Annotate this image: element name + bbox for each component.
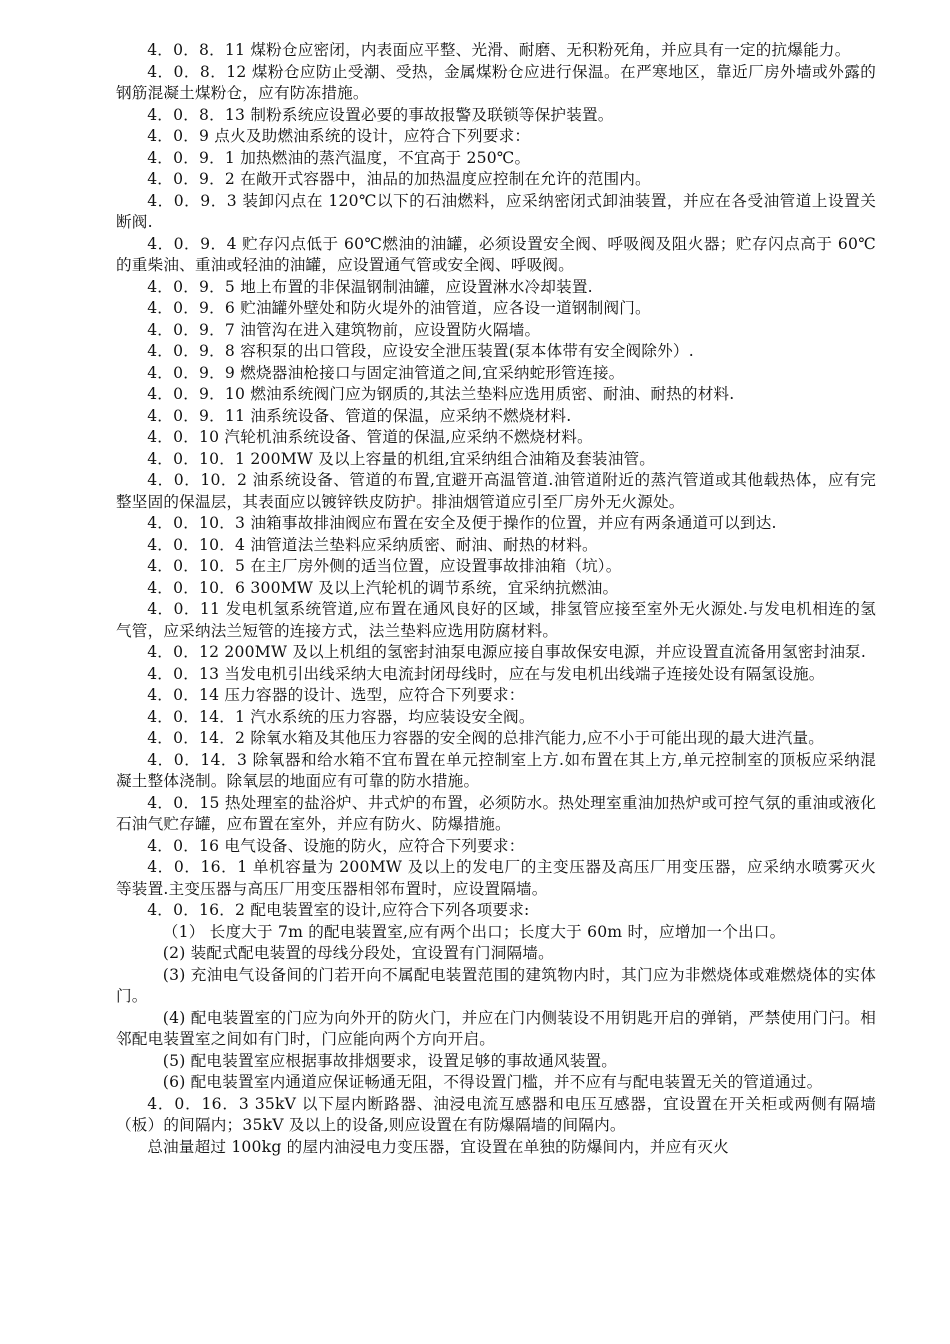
clause-paragraph: 4．0．9．10 燃油系统阀门应为钢质的,其法兰垫料应选用质密、耐油、耐热的材料.	[147, 385, 735, 403]
clause-paragraph: 4．0．9．5 地上布置的非保温钢制油罐，应设置淋水冷却装置.	[147, 277, 593, 296]
sub-item-paragraph: （1） 长度大于 7m 的配电装置室,应有两个出口；长度大于 60m 时，应增加一个出口。	[162, 922, 786, 941]
clause-paragraph: 4．0．9．3 装卸闪点在 120℃以下的石油燃料，应采纳密闭式卸油装置，并应在各受油管道上设置关断阀.	[116, 191, 876, 231]
sub-item-paragraph: (6) 配电装置室内通道应保证畅通无阻，不得设置门槛，并不应有与配电装置无关的管道通过。	[162, 1073, 823, 1091]
clause-paragraph: 4．0．16．3 35kV 以下屋内断路器、油浸电流互感器和电压互感器，宜设置在开关柜或两侧有隔墙（板）的间隔内；35kV 及以上的设备,则应设置在有防爆隔墙的间隔内。	[116, 1094, 876, 1134]
sub-item-paragraph: (3) 充油电气设备间的门若开向不属配电装置范围的建筑物内时，其门应为非燃烧体或难燃烧体的实体门。	[116, 965, 876, 1005]
sub-item-paragraph: (2) 装配式配电装置的母线分段处，宜设置有门洞隔墙。	[162, 944, 554, 962]
clause-paragraph: 4．0．9．4 贮存闪点低于 60℃燃油的油罐，必须设置安全阀、呼吸阀及阻火器；贮存闪点高于 60℃的重柴油、重油或轻油的油罐，应设置通气管或安全阀、呼吸阀。	[116, 234, 876, 274]
clause-paragraph: 4．0．9．8 容积泵的出口管段，应设安全泄压装置(泵本体带有安全阀除外）.	[147, 342, 694, 360]
sub-item-paragraph: (5) 配电装置室应根据事故排烟要求，设置足够的事故通风装置。	[162, 1051, 618, 1070]
clause-paragraph: 4．0．10．3 油箱事故排油阀应布置在安全及便于操作的位置，并应有两条通道可以到达.	[147, 514, 777, 532]
clause-paragraph: 4．0．9．6 贮油罐外壁处和防火堤外的油管道，应各设一道钢制阀门。	[147, 299, 651, 317]
clause-paragraph: 4．0．10．4 油管道法兰垫料应采纳质密、耐油、耐热的材料。	[147, 535, 598, 554]
clause-paragraph: 4．0．8．11 煤粉仓应密闭，内表面应平整、光滑、耐磨、无积粉死角，并应具有一定的抗爆能力。	[147, 41, 851, 59]
clause-paragraph: 4．0．9．11 油系统设备、管道的保温，应采纳不燃烧材料.	[147, 406, 572, 425]
clause-paragraph: 4．0．16．1 单机容量为 200MW 及以上的发电厂的主变压器及高压厂用变压器，应采纳水喷雾灭火等装置.主变压器与高压厂用变压器相邻布置时，应设置隔墙。	[116, 858, 876, 898]
clause-paragraph: 4．0．15 热处理室的盐浴炉、井式炉的布置，必须防水。热处理室重油加热炉或可控气氛的重油或液化石油气贮存罐，应布置在室外，并应有防火、防爆措施。	[116, 793, 876, 833]
clause-paragraph: 4．0．12 200MW 及以上机组的氢密封油泵电源应接自事故保安电源，并应设置直流备用氢密封油泵.	[147, 643, 867, 661]
clause-paragraph: 4．0．10．2 油系统设备、管道的布置,宜避开高温管道.油管道附近的蒸汽管道或其他载热体，应有完整坚固的保温层，其表面应以镀锌铁皮防护。排油烟管道应引至厂房外无火源处。	[116, 471, 876, 511]
clause-paragraph: 4．0．10．1 200MW 及以上容量的机组,宜采纳组合油箱及套装油管。	[147, 449, 656, 468]
sub-item-paragraph: (4) 配电装置室的门应为向外开的防火门，并应在门内侧装设不用钥匙开启的弹销，严禁使用门闩。相邻配电装置室之间如有门时，门应能向两个方向开启。	[116, 1008, 876, 1048]
clause-paragraph: 4．0．16 电气设备、设施的防火，应符合下列要求：	[147, 836, 525, 855]
clause-paragraph: 4．0．13 当发电机引出线采纳大电流封闭母线时，应在与发电机出线端子连接处设有隔氢设施。	[147, 664, 825, 683]
clause-paragraph: 4．0．10．5 在主厂房外侧的适当位置，应设置事故排油箱（坑）。	[147, 557, 622, 575]
clause-paragraph: 4．0．14．2 除氧水箱及其他压力容器的安全阀的总排汽能力,应不小于可能出现的最大进汽量。	[147, 729, 825, 747]
clause-paragraph: 4．0．16．2 配电装置室的设计,应符合下列各项要求:	[147, 901, 530, 919]
document-page	[116, 40, 876, 1158]
clause-paragraph: 4．0．14．1 汽水系统的压力容器，均应装设安全阀。	[147, 707, 535, 726]
clause-paragraph: 4．0．14．3 除氧器和给水箱不宜布置在单元控制室上方.如布置在其上方,单元控制室的顶板应采纳混凝土整体浇制。除氧层的地面应有可靠的防水措施。	[116, 750, 876, 790]
clause-paragraph: 4．0．9．9 燃烧器油枪接口与固定油管道之间,宜采纳蛇形管连接。	[147, 363, 625, 382]
clause-paragraph: 4．0．10 汽轮机油系统设备、管道的保温,应采纳不燃烧材料。	[147, 428, 593, 446]
clause-paragraph: 总油量超过 100kg 的屋内油浸电力变压器，宜设置在单独的防爆间内，并应有灭火	[147, 1137, 729, 1156]
clause-paragraph: 4．0．14 压力容器的设计、选型，应符合下列要求：	[147, 686, 525, 704]
clause-paragraph: 4．0．9．1 加热燃油的蒸汽温度，不宜高于 250℃。	[147, 148, 531, 167]
clause-paragraph: 4．0．9 点火及助燃油系统的设计，应符合下列要求：	[147, 127, 531, 145]
clause-paragraph: 4．0．10．6 300MW 及以上汽轮机的调节系统，宜采纳抗燃油。	[147, 578, 619, 597]
clause-paragraph: 4．0．8．12 煤粉仓应防止受潮、受热，金属煤粉仓应进行保温。在严寒地区，靠近厂房外墙或外露的钢筋混凝土煤粉仓，应有防冻措施。	[116, 62, 876, 102]
clause-paragraph: 4．0．9．7 油管沟在进入建筑物前，应设置防火隔墙。	[147, 320, 541, 339]
clause-paragraph: 4．0．8．13 制粉系统应设置必要的事故报警及联锁等保护装置。	[147, 105, 614, 124]
clause-paragraph: 4．0．9．2 在敞开式容器中，油品的加热温度应控制在允许的范围内。	[147, 170, 651, 188]
clause-paragraph: 4．0．11 发电机氢系统管道,应布置在通风良好的区域，排氢管应接至室外无火源处.与发电机相连的氢气管，应采纳法兰短管的连接方式，法兰垫料应选用防腐材料。	[116, 600, 876, 640]
